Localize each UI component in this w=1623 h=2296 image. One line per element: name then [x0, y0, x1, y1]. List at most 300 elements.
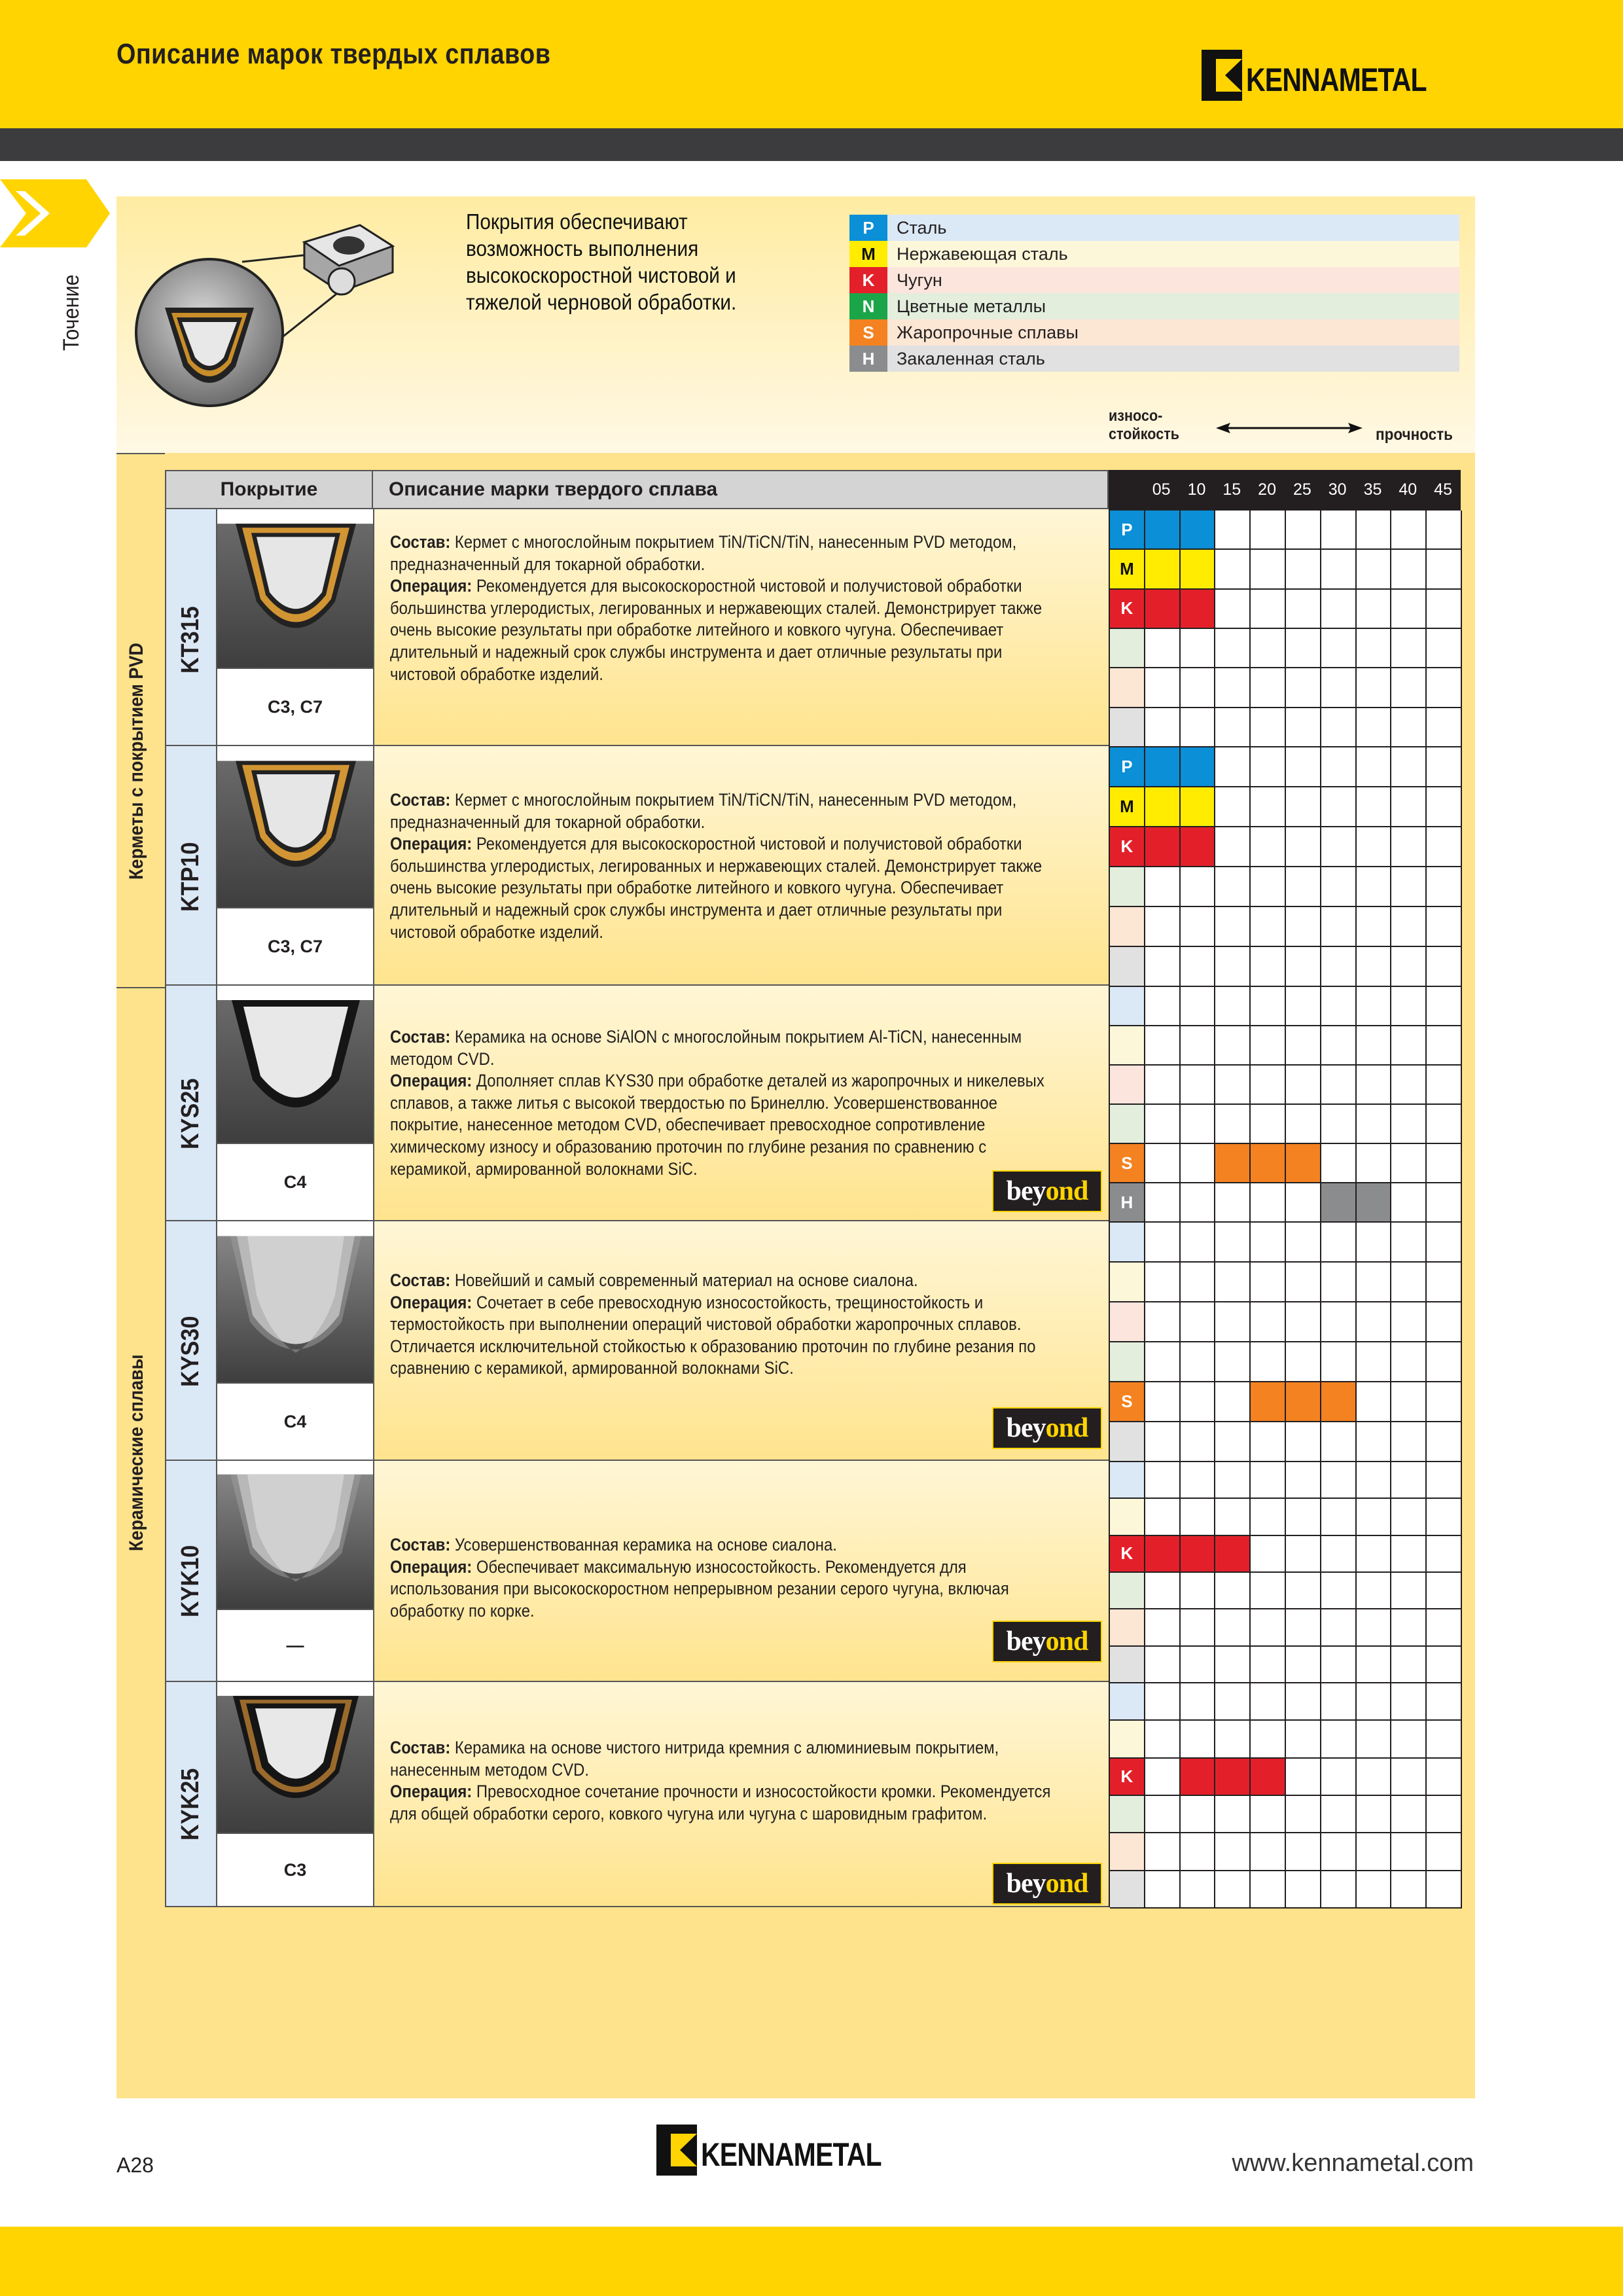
grid-code-p — [1110, 1462, 1145, 1499]
grid-cell — [1427, 511, 1462, 550]
grid-cell — [1181, 1683, 1216, 1721]
grid-cell — [1391, 867, 1427, 907]
grid-cell — [1357, 1833, 1392, 1871]
grid-cell — [1357, 1026, 1392, 1066]
composition-label: Состав: — [390, 532, 451, 552]
description-text — [390, 1026, 1056, 1180]
grid-cell — [1215, 1183, 1251, 1223]
grid-cell — [1357, 1609, 1392, 1646]
grid-code-s — [1110, 1609, 1145, 1646]
grid-cell — [1427, 1499, 1462, 1535]
insert-image-cell — [217, 509, 374, 668]
grid-cell — [1427, 1382, 1462, 1422]
grid-cell — [1286, 1647, 1321, 1683]
grid-cell-filled — [1145, 550, 1181, 589]
grid-cell — [1357, 1647, 1392, 1683]
grid-code-m — [1110, 1499, 1145, 1535]
insert-image-cell — [217, 1221, 374, 1382]
grid-cell — [1321, 1342, 1357, 1382]
scale-number: 05 — [1152, 480, 1171, 499]
grade-name: KT315 — [177, 606, 204, 673]
grid-cell-filled — [1181, 590, 1216, 629]
grid-cell — [1357, 1536, 1392, 1573]
grid-cell — [1145, 629, 1181, 668]
grid-cell — [1357, 1144, 1392, 1183]
composition-text: Кермет с многослойным покрытием TiN/TiCN/TiN, нанесенным PVD методом, предназначенный для токарной обработки. — [390, 532, 1017, 574]
grid-cell — [1145, 1066, 1181, 1105]
grid-cell — [1321, 867, 1357, 907]
grid-cell — [1181, 1609, 1216, 1646]
grid-cell-filled — [1286, 1382, 1321, 1422]
grid-cell — [1357, 511, 1392, 550]
grid-cell — [1181, 1066, 1216, 1105]
grid-cell — [1357, 629, 1392, 668]
operation-text: Сочетает в себе превосходную износостойкость, трещиностойкость и термостойкость при выполнении операций чистовой обработки жаропрочных сплавов. Отличается исключительной стойкостью к образованию проточин по глубине резания по сравнению с керамикой, армированной волокнами SiC. — [390, 1292, 1036, 1378]
page-title: Описание марок твердых сплавов — [116, 38, 551, 70]
grid-cell — [1145, 1796, 1181, 1833]
kennametal-k-icon — [656, 2125, 697, 2176]
grid-cell — [1391, 747, 1427, 787]
grid-cell — [1145, 1105, 1181, 1144]
grid-cell — [1286, 1609, 1321, 1646]
grid-cell — [1391, 1683, 1427, 1721]
grid-cell — [1181, 1026, 1216, 1066]
grid-cell — [1357, 1263, 1392, 1302]
legend-item-p — [849, 215, 1459, 241]
grid-cell — [1251, 1105, 1286, 1144]
grid-cell — [1251, 550, 1286, 589]
grid-cell — [1391, 1066, 1427, 1105]
grid-cell — [1357, 1721, 1392, 1758]
grid-cell — [1181, 1382, 1216, 1422]
grade-row-kys30 — [165, 1221, 1109, 1461]
grid-cell — [1391, 1183, 1427, 1223]
grid-code-m: M — [1110, 550, 1145, 589]
grid-cell — [1427, 1871, 1462, 1909]
grid-code-m — [1110, 1026, 1145, 1066]
grid-code-p: P — [1110, 511, 1145, 550]
grid-cell — [1357, 1573, 1392, 1609]
group-ceramics — [116, 987, 165, 1907]
grid-cell — [1427, 1573, 1462, 1609]
grade-row-kys25 — [165, 986, 1109, 1221]
legend-code: H — [849, 346, 887, 372]
scale-number: 15 — [1222, 480, 1241, 499]
table-header-description: Описание марки твердого сплава — [373, 470, 1109, 509]
grid-cell — [1215, 867, 1251, 907]
grid-cell-filled — [1321, 1183, 1357, 1223]
legend-item-h — [849, 346, 1459, 372]
grid-cell — [1181, 1223, 1216, 1263]
grid-cell — [1251, 1871, 1286, 1909]
grid-code-m — [1110, 1721, 1145, 1758]
legend-code: M — [849, 241, 887, 267]
grid-cell — [1357, 987, 1392, 1026]
legend-label: Нержавеющая сталь — [887, 241, 1459, 267]
grid-cell — [1391, 708, 1427, 747]
grid-cell — [1251, 1342, 1286, 1382]
grid-cell — [1215, 1066, 1251, 1105]
grid-cell — [1427, 867, 1462, 907]
grid-cell — [1427, 907, 1462, 947]
grid-cell-filled — [1181, 1759, 1216, 1796]
grid-cell — [1181, 1302, 1216, 1342]
grid-cell — [1391, 1382, 1427, 1422]
kennametal-logo-bottom — [656, 2125, 921, 2176]
grid-cell — [1286, 1105, 1321, 1144]
legend-code: P — [849, 215, 887, 241]
grid-cell — [1286, 1573, 1321, 1609]
grid-cell — [1357, 668, 1392, 708]
page-number: A28 — [116, 2153, 154, 2177]
coating-code: — — [217, 1609, 374, 1681]
grid-cell — [1427, 747, 1462, 787]
grid-cell — [1145, 1183, 1181, 1223]
grid-cell — [1427, 1462, 1462, 1499]
grid-cell — [1286, 1422, 1321, 1462]
description-cell — [374, 1461, 1110, 1681]
grid-cell — [1145, 708, 1181, 747]
scale-number: 20 — [1258, 480, 1276, 499]
grid-cell — [1391, 827, 1427, 867]
grid-cell — [1215, 947, 1251, 987]
grade-name-cell — [166, 1682, 217, 1906]
grid-cell — [1251, 747, 1286, 787]
grid-cell — [1181, 947, 1216, 987]
legend-label: Сталь — [887, 215, 1459, 241]
grid-cell — [1357, 787, 1392, 827]
grid-cell — [1145, 1833, 1181, 1871]
grid-cell — [1286, 1536, 1321, 1573]
grid-cell — [1427, 1422, 1462, 1462]
grade-name-cell — [166, 746, 217, 984]
grid-cell — [1215, 1796, 1251, 1833]
grid-cell — [1286, 1302, 1321, 1342]
insert-section-icon — [217, 1682, 374, 1833]
coating-code: C4 — [217, 1143, 374, 1220]
grid-code-k: K — [1110, 1759, 1145, 1796]
insert-illustration — [131, 209, 458, 439]
operation-label: Операция: — [390, 576, 473, 596]
grid-cell — [1321, 1499, 1357, 1535]
grid-cell-filled — [1145, 511, 1181, 550]
grid-cell — [1215, 1026, 1251, 1066]
grid-cell — [1181, 1342, 1216, 1382]
legend-code: S — [849, 319, 887, 346]
grid-cell — [1391, 947, 1427, 987]
grid-cell — [1215, 747, 1251, 787]
grid-cell — [1391, 1499, 1427, 1535]
grid-cell-filled — [1145, 747, 1181, 787]
grid-cell — [1215, 827, 1251, 867]
grid-cell — [1391, 511, 1427, 550]
intro-text: Покрытия обеспечивают возможность выполнения высокоскоростной чистовой и тяжелой черновой обработки. — [466, 209, 737, 314]
grid-cell-filled — [1145, 1536, 1181, 1573]
grid-cell — [1427, 1759, 1462, 1796]
grid-cell — [1181, 1833, 1216, 1871]
grid-cell — [1251, 1609, 1286, 1646]
grid-code-n — [1110, 1105, 1145, 1144]
grid-cell — [1286, 947, 1321, 987]
grid-cell — [1427, 1683, 1462, 1721]
grid-cell — [1321, 947, 1357, 987]
grid-code-n — [1110, 1796, 1145, 1833]
grid-cell — [1391, 1105, 1427, 1144]
grid-cell — [1215, 1342, 1251, 1382]
grid-cell — [1357, 867, 1392, 907]
grid-code-k: K — [1110, 1536, 1145, 1573]
grade-name: KTP10 — [177, 842, 204, 912]
description-text — [390, 789, 1056, 943]
grid-cell — [1427, 787, 1462, 827]
legend-label: Чугун — [887, 267, 1459, 293]
grid-cell — [1321, 1066, 1357, 1105]
grid-cell — [1427, 827, 1462, 867]
grid-cell — [1145, 1609, 1181, 1646]
grid-cell — [1321, 1796, 1357, 1833]
grid-cell — [1286, 668, 1321, 708]
grid-cell — [1321, 1609, 1357, 1646]
grid-cell — [1251, 708, 1286, 747]
grid-cell — [1427, 1183, 1462, 1223]
grid-cell — [1321, 987, 1357, 1026]
coating-code: C3, C7 — [217, 907, 374, 984]
grade-name: KYK25 — [177, 1768, 204, 1840]
legend-item-n — [849, 293, 1459, 319]
grid-cell — [1145, 1144, 1181, 1183]
grid-cell — [1145, 1683, 1181, 1721]
description-cell — [374, 1221, 1110, 1460]
grid-cell — [1321, 747, 1357, 787]
grid-cell — [1145, 1462, 1181, 1499]
grid-code-n — [1110, 867, 1145, 907]
grid-code-m — [1110, 1263, 1145, 1302]
grade-row-kyk10 — [165, 1461, 1109, 1682]
grid-cell — [1215, 1462, 1251, 1499]
description-cell — [374, 509, 1110, 745]
grid-cell — [1427, 1026, 1462, 1066]
description-cell — [374, 986, 1110, 1220]
grid-cell — [1286, 1833, 1321, 1871]
grid-cell — [1286, 708, 1321, 747]
grid-cell — [1181, 1573, 1216, 1609]
grid-code-s — [1110, 668, 1145, 708]
grid-cell — [1181, 1462, 1216, 1499]
scale-number: 25 — [1293, 480, 1311, 499]
grid-cell-filled — [1181, 1536, 1216, 1573]
grid-code-h: H — [1110, 1183, 1145, 1223]
legend-label: Цветные металлы — [887, 293, 1459, 319]
grid-cell — [1321, 590, 1357, 629]
grid-cell — [1286, 590, 1321, 629]
grid-cell — [1427, 1609, 1462, 1646]
grid-cell — [1215, 1647, 1251, 1683]
grid-cell — [1357, 947, 1392, 987]
operation-text: Дополняет сплав KYS30 при обработке деталей из жаропрочных и никелевых сплавов, а также литья с высокой твердостью по Бринеллю. Усовершенствованное покрытие, нанесенное методом CVD, обеспечивает превосходное сопротивление химическому износу и образованию проточин по глубине резания по сравнению с керамикой, армированной волокнами SiC. — [390, 1071, 1044, 1179]
grid-cell-filled — [1357, 1183, 1392, 1223]
description-cell — [374, 1682, 1110, 1906]
legend-label: Жаропрочные сплавы — [887, 319, 1459, 346]
grid-cell — [1145, 1759, 1181, 1796]
grid-cell — [1391, 550, 1427, 589]
grid-cell — [1145, 1871, 1181, 1909]
grid-cell — [1391, 1833, 1427, 1871]
grid-cell — [1251, 1263, 1286, 1302]
grid-cell — [1286, 1342, 1321, 1382]
grid-cell — [1215, 668, 1251, 708]
grid-cell — [1215, 590, 1251, 629]
grid-cell — [1215, 1422, 1251, 1462]
grid-cell — [1357, 1105, 1392, 1144]
grid-cell — [1286, 827, 1321, 867]
grid-cell — [1215, 1609, 1251, 1646]
grid-code-p — [1110, 987, 1145, 1026]
grid-cell-filled — [1145, 787, 1181, 827]
grid-cell — [1391, 1263, 1427, 1302]
scale-number: 35 — [1363, 480, 1382, 499]
grid-cell — [1251, 1573, 1286, 1609]
grid-cell — [1286, 550, 1321, 589]
grid-cell — [1391, 1422, 1427, 1462]
grid-cell — [1286, 787, 1321, 827]
grid-cell — [1321, 550, 1357, 589]
description-cell — [374, 746, 1110, 984]
table-header-coating: Покрытие — [165, 470, 373, 509]
grid-cell-filled — [1251, 1382, 1286, 1422]
grid-code-n — [1110, 1342, 1145, 1382]
grid-cell — [1251, 1683, 1286, 1721]
grid-cell — [1427, 629, 1462, 668]
grid-cell — [1251, 1302, 1286, 1342]
operation-label: Операция: — [390, 1782, 473, 1802]
grid-cell-filled — [1215, 1144, 1251, 1183]
grid-code-k: K — [1110, 590, 1145, 629]
grid-cell — [1145, 1647, 1181, 1683]
composition-text: Керамика на основе чистого нитрида кремния с алюминиевым покрытием, нанесенным методом CVD. — [390, 1738, 999, 1780]
description-text — [390, 1270, 1056, 1380]
grid-cell — [1391, 1609, 1427, 1646]
grid-cell — [1181, 708, 1216, 747]
grid-cell — [1391, 1223, 1427, 1263]
grid-cell — [1145, 1422, 1181, 1462]
grid-cell — [1286, 1499, 1321, 1535]
grid-cell — [1286, 1721, 1321, 1758]
coating-code: C4 — [217, 1382, 374, 1460]
grid-cell — [1215, 1833, 1251, 1871]
grid-cell — [1321, 668, 1357, 708]
grid-cell — [1251, 1026, 1286, 1066]
grid-cell — [1357, 747, 1392, 787]
grid-cell — [1251, 1223, 1286, 1263]
grid-cell — [1357, 1871, 1392, 1909]
grid-cell — [1321, 907, 1357, 947]
grid-code-k: K — [1110, 827, 1145, 867]
grid-cell — [1321, 787, 1357, 827]
composition-label: Состав: — [390, 1535, 451, 1554]
website-link[interactable]: www.kennametal.com — [1232, 2149, 1474, 2177]
grid-cell — [1427, 1796, 1462, 1833]
grid-cell — [1181, 1422, 1216, 1462]
operation-label: Операция: — [390, 834, 473, 854]
grid-code-h — [1110, 1422, 1145, 1462]
grid-cell — [1286, 987, 1321, 1026]
grid-cell — [1215, 1721, 1251, 1758]
grid-cell — [1251, 1833, 1286, 1871]
grid-code-p: P — [1110, 747, 1145, 787]
coating-code: C3, C7 — [217, 668, 374, 745]
grid-cell — [1215, 1223, 1251, 1263]
grid-cell — [1357, 1462, 1392, 1499]
grid-cell — [1181, 1263, 1216, 1302]
grade-name-cell — [166, 509, 217, 745]
grid-cell — [1357, 1382, 1392, 1422]
grid-cell — [1251, 668, 1286, 708]
scale-number: 45 — [1434, 480, 1452, 499]
grid-cell — [1391, 1462, 1427, 1499]
composition-text: Керамика на основе SiAlON с многослойным покрытием Al-TiCN, нанесенным методом CVD. — [390, 1027, 1022, 1069]
grid-code-h — [1110, 947, 1145, 987]
grid-cell — [1427, 1105, 1462, 1144]
grid-cell — [1427, 1833, 1462, 1871]
grid-cell — [1357, 1223, 1392, 1263]
brand-wordmark: KENNAMETAL — [701, 2136, 882, 2173]
operation-label: Операция: — [390, 1556, 473, 1577]
grid-cell — [1251, 629, 1286, 668]
grid-cell — [1215, 708, 1251, 747]
grid-cell-filled — [1215, 1536, 1251, 1573]
grid-cell — [1391, 1871, 1427, 1909]
operation-text: Превосходное сочетание прочности и износостойкости кромки. Рекомендуется для общей обработки серого, ковкого чугуна или чугуна с шаровидным графитом. — [390, 1782, 1051, 1823]
grid-cell — [1321, 1721, 1357, 1758]
grid-cell — [1357, 1759, 1392, 1796]
grid-cell-filled — [1145, 590, 1181, 629]
operation-text: Обеспечивает максимальную износостойкость. Рекомендуется для использования при высокоскоростном непрерывном резании серого чугуна, включая обработку по корке. — [390, 1556, 1009, 1621]
grid-cell — [1427, 1066, 1462, 1105]
grid-cell — [1427, 1342, 1462, 1382]
grid-cell — [1181, 1144, 1216, 1183]
grid-cell — [1181, 1796, 1216, 1833]
grid-cell — [1321, 1871, 1357, 1909]
grid-cell — [1251, 1796, 1286, 1833]
composition-text: Усовершенствованная керамика на основе сиалона. — [454, 1535, 837, 1554]
grid-cell — [1145, 1223, 1181, 1263]
grid-cell — [1286, 629, 1321, 668]
grid-cell — [1181, 629, 1216, 668]
insert-image-cell — [217, 1682, 374, 1833]
scale-wear-label: износо- стойкость — [1109, 407, 1180, 443]
grid-code-n — [1110, 629, 1145, 668]
grade-name: KYS25 — [177, 1078, 204, 1149]
legend-item-k — [849, 267, 1459, 293]
grid-cell — [1251, 1066, 1286, 1105]
grid-cell — [1181, 668, 1216, 708]
kennametal-k-icon — [1202, 50, 1242, 101]
grid-cell-filled — [1181, 511, 1216, 550]
grid-cell — [1321, 1536, 1357, 1573]
grid-cell — [1215, 1683, 1251, 1721]
grid-cell — [1286, 511, 1321, 550]
beyond-logo: bey ond — [992, 1170, 1102, 1212]
grid-cell — [1321, 629, 1357, 668]
section-label: Точение — [59, 274, 84, 351]
beyond-logo: bey ond — [992, 1863, 1102, 1905]
grid-cell — [1391, 1796, 1427, 1833]
grid-cell — [1321, 1833, 1357, 1871]
grid-cell — [1427, 590, 1462, 629]
grid-cell — [1251, 987, 1286, 1026]
grid-cell — [1321, 1026, 1357, 1066]
grid-code-h — [1110, 708, 1145, 747]
